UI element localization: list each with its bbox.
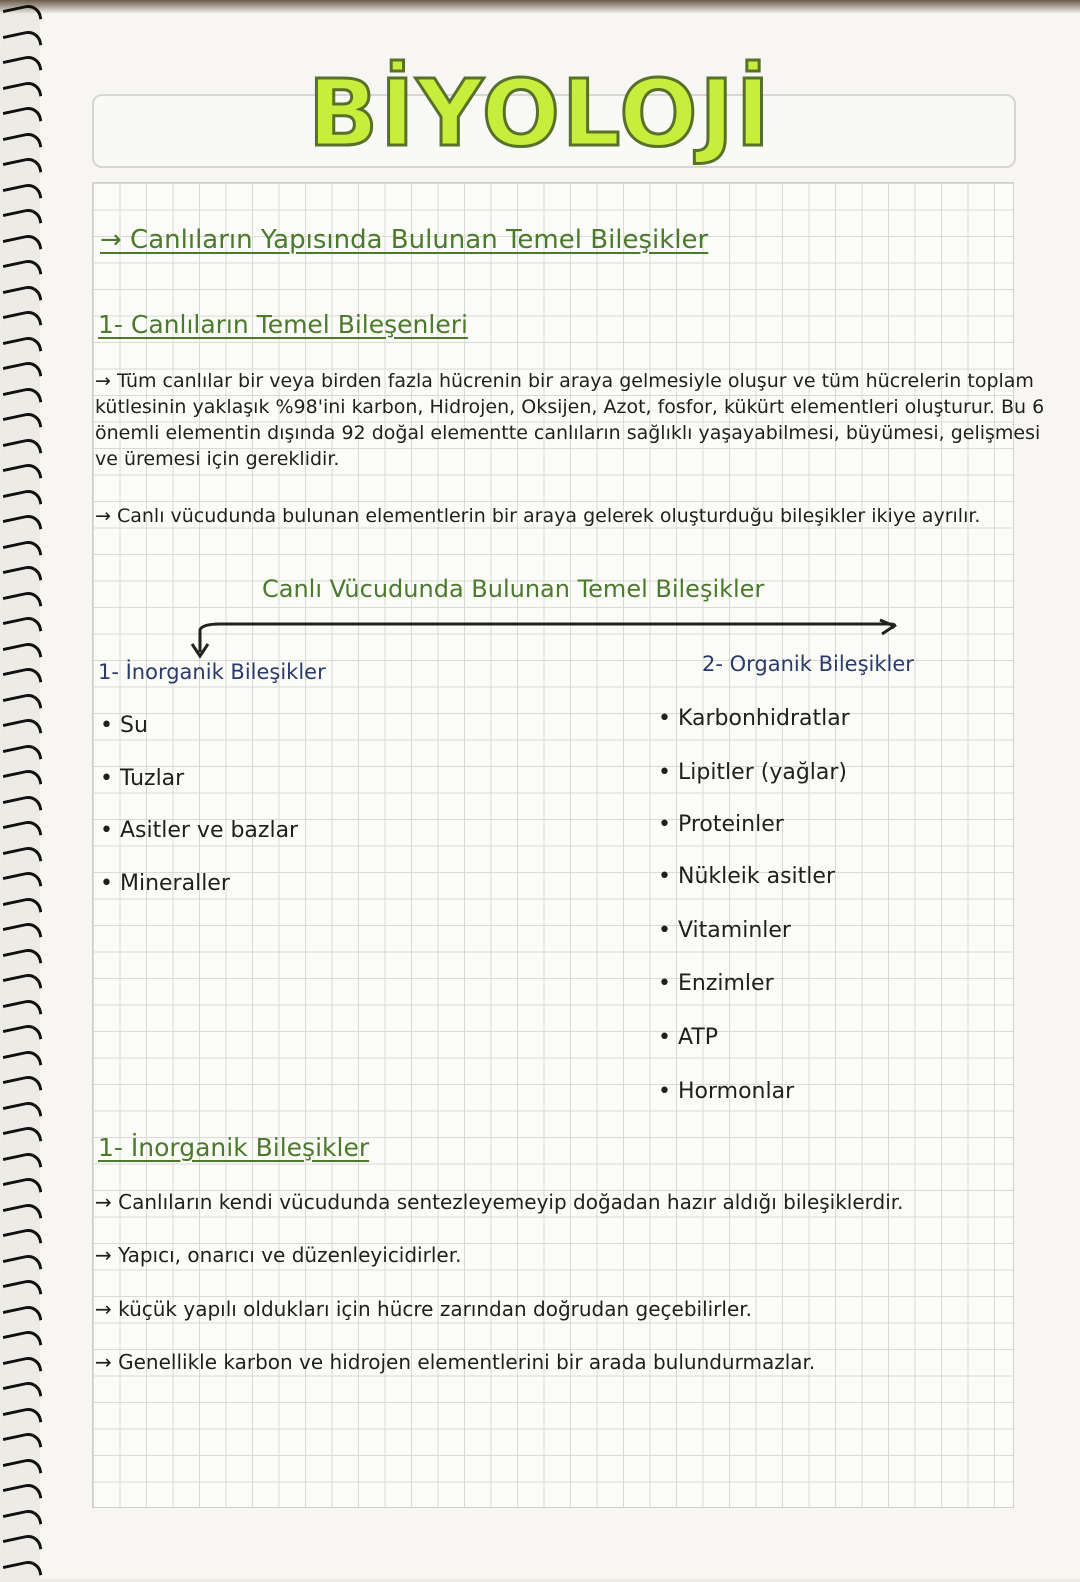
paragraph-compound-types: → Canlı vücudunda bulunan elementlerin bir araya gelerek oluşturduğu bileşikler ikiye ayrılır.: [95, 505, 981, 527]
spiral-ring: [3, 1328, 43, 1352]
inorganic-fact: → Genellikle karbon ve hidrojen elementlerini bir arada bulundurmazlar.: [95, 1350, 816, 1374]
spiral-ring: [3, 512, 43, 536]
spiral-ring: [3, 1303, 43, 1327]
spiral-ring: [3, 1456, 43, 1480]
organic-item: • Enzimler: [658, 971, 774, 996]
spiral-ring: [3, 1099, 43, 1123]
spiral-ring: [3, 28, 43, 52]
spiral-ring: [3, 1048, 43, 1072]
spiral-ring: [3, 538, 43, 562]
spiral-ring: [3, 997, 43, 1021]
spiral-ring: [3, 1405, 43, 1429]
top-shadow: [0, 0, 1080, 14]
paragraph-composition: → Tüm canlılar bir veya birden fazla hücrenin bir araya gelmesiyle oluşur ve tüm hücrelerin toplam kütlesinin yaklaşık %98'ini karbon, Hidrojen, Oksijen, Azot, fosfor, kükürt elementleri oluşturur. Bu 6 önemli elementin dışında 92 doğal elementte canlıların sağlıklı yaşayabilmesi, büyümesi, gelişmesi ve üremesi için gereklidir.: [95, 370, 1045, 470]
spiral-ring: [3, 1175, 43, 1199]
inorganic-fact: → Yapıcı, onarıcı ve düzenleyicidirler.: [95, 1243, 462, 1267]
spiral-ring: [3, 589, 43, 613]
organic-item: • Karbonhidratlar: [658, 706, 850, 731]
spiral-ring: [3, 1073, 43, 1097]
spiral-ring: [3, 206, 43, 230]
diagram-title: Canlı Vücudunda Bulunan Temel Bileşikler: [262, 575, 765, 603]
spiral-ring: [3, 691, 43, 715]
spiral-ring: [3, 895, 43, 919]
spiral-ring: [3, 385, 43, 409]
spiral-ring: [3, 920, 43, 944]
organic-item: • ATP: [658, 1025, 719, 1050]
spiral-ring: [3, 640, 43, 664]
organic-item: • Proteinler: [658, 812, 784, 837]
inorganic-item: • Su: [100, 713, 148, 738]
spiral-ring: [3, 461, 43, 485]
organic-item: • Lipitler (yağlar): [658, 760, 848, 785]
spiral-ring: [3, 410, 43, 434]
spiral-ring: [3, 844, 43, 868]
spiral-ring: [3, 1022, 43, 1046]
spiral-ring: [3, 232, 43, 256]
spiral-ring: [3, 1558, 43, 1582]
spiral-ring: [3, 793, 43, 817]
spiral-ring: [3, 971, 43, 995]
spiral-ring: [3, 181, 43, 205]
spiral-ring: [3, 436, 43, 460]
inorganic-item: • Asitler ve bazlar: [100, 818, 299, 843]
spiral-ring: [3, 767, 43, 791]
spiral-ring: [3, 1481, 43, 1505]
spiral-ring: [3, 1532, 43, 1556]
spiral-ring: [3, 869, 43, 893]
spiral-ring: [3, 1226, 43, 1250]
subheading-temel-bilesenler: 1- Canlıların Temel Bileşenleri: [98, 310, 468, 339]
inorganic-fact: → küçük yapılı oldukları için hücre zarından doğrudan geçebilirler.: [95, 1297, 753, 1321]
spiral-ring: [3, 1430, 43, 1454]
inorganic-fact: → Canlıların kendi vücudunda sentezleyemeyip doğadan hazır aldığı bileşiklerdir.: [95, 1190, 904, 1214]
inorganic-section-heading: 1- İnorganik Bileşikler: [98, 1133, 370, 1162]
spiral-ring: [3, 1252, 43, 1276]
spiral-ring: [3, 946, 43, 970]
spiral-ring: [3, 1354, 43, 1378]
spiral-ring: [3, 563, 43, 587]
organic-item: • Nükleik asitler: [658, 864, 835, 889]
spiral-ring: [3, 1201, 43, 1225]
spiral-ring: [3, 665, 43, 689]
spiral-ring: [3, 1507, 43, 1531]
spiral-ring: [3, 716, 43, 740]
spiral-ring: [3, 742, 43, 766]
spiral-ring: [3, 334, 43, 358]
spiral-ring: [3, 257, 43, 281]
inorganic-item: • Mineraller: [100, 871, 230, 896]
organic-item: • Vitaminler: [658, 918, 791, 943]
page-title: BİYOLOJİ: [308, 60, 772, 167]
inorganic-heading: 1- İnorganik Bileşikler: [98, 660, 326, 684]
inorganic-item: • Tuzlar: [100, 766, 185, 791]
organic-item: • Hormonlar: [658, 1079, 795, 1104]
spiral-ring: [3, 1150, 43, 1174]
spiral-ring: [3, 2, 43, 26]
spiral-ring: [3, 283, 43, 307]
spiral-binding: [0, 0, 44, 1579]
spiral-ring: [3, 614, 43, 638]
spiral-ring: [3, 818, 43, 842]
spiral-ring: [3, 1379, 43, 1403]
section-heading: → Canlıların Yapısında Bulunan Temel Bileşikler: [100, 225, 709, 255]
spiral-ring: [3, 1124, 43, 1148]
spiral-ring: [3, 359, 43, 383]
organic-heading: 2- Organik Bileşikler: [702, 652, 914, 676]
spiral-ring: [3, 1277, 43, 1301]
spiral-ring: [3, 308, 43, 332]
spiral-ring: [3, 487, 43, 511]
